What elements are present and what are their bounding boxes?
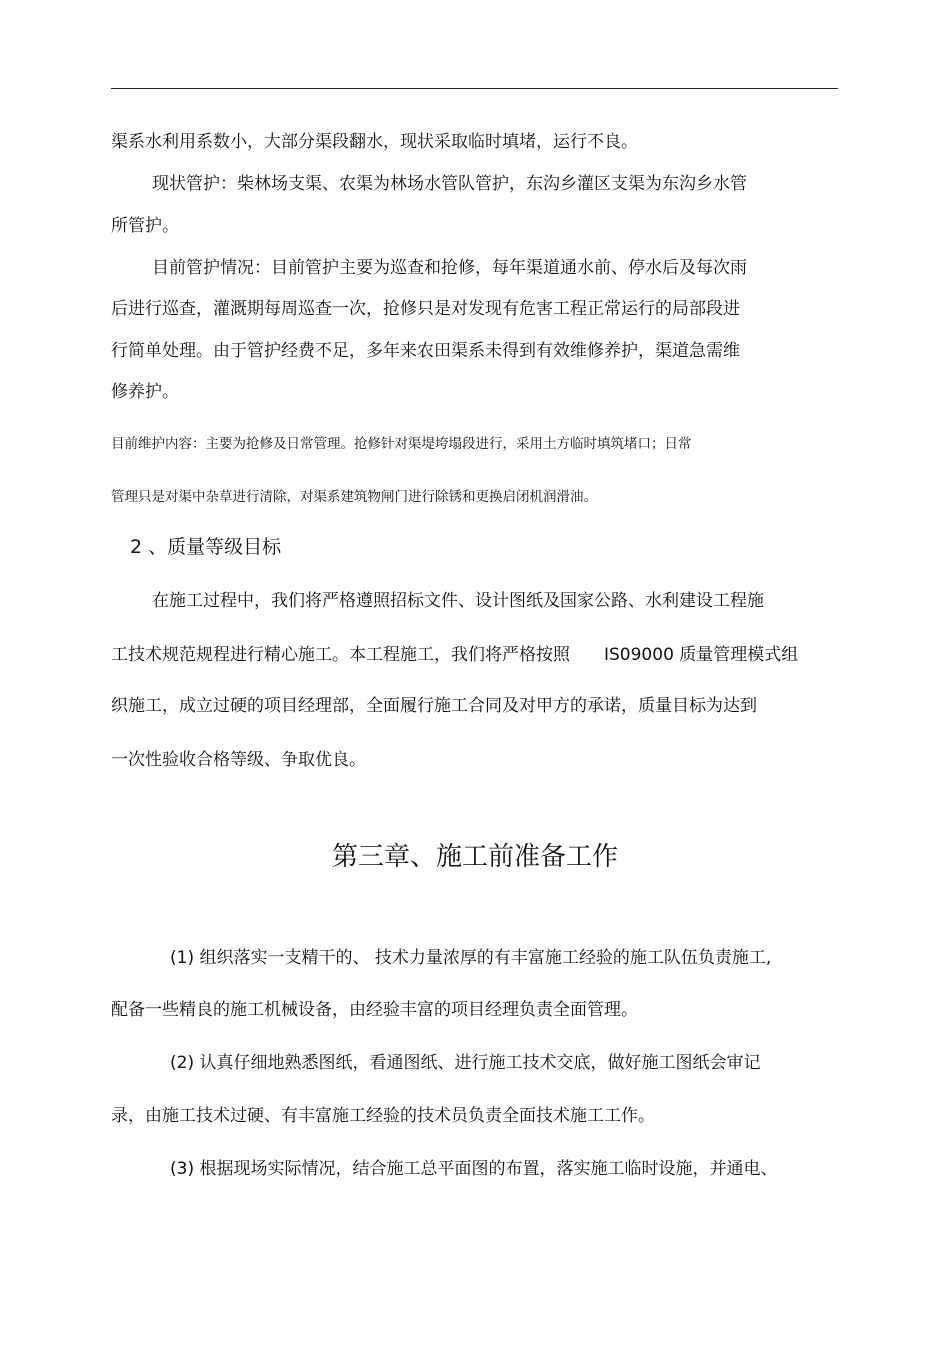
text-line: 配备一些精良的施工机械设备，由经验丰富的项目经理负责全面管理。 — [111, 1000, 638, 1020]
text-line: (2) 认真仔细地熟悉图纸，看通图纸、进行施工技术交底，做好施工图纸会审记 — [170, 1053, 761, 1073]
text-line: 修养护。 — [111, 382, 179, 402]
text-line: 目前管护情况：目前管护主要为巡查和抢修，每年渠道通水前、停水后及每次雨 — [152, 258, 747, 278]
text-line: 工技术规范规程进行精心施工。本工程施工，我们将严格按照 IS09000 质量管理模式组 — [111, 645, 799, 665]
chapter-title: 第三章、施工前准备工作 — [331, 842, 618, 872]
text-line: 织施工，成立过硬的项目经理部，全面履行施工合同及对甲方的承诺，质量目标为达到 — [111, 696, 757, 716]
text-line: 现状管护：柴林场支渠、农渠为林场水管队管护，东沟乡灌区支渠为东沟乡水管 — [152, 174, 747, 194]
section-heading: 2 、质量等级目标 — [130, 536, 282, 558]
text-line: 渠系水利用系数小，大部分渠段翻水，现状采取临时填堵，运行不良。 — [111, 132, 638, 152]
text-line: (1) 组织落实一支精干的、 技术力量浓厚的有丰富施工经验的施工队伍负责施工, — [170, 948, 772, 968]
small-text-line: 管理只是对渠中杂草进行清除，对渠系建筑物闸门进行除锈和更换启闭机润滑油。 — [111, 489, 597, 505]
small-text-line: 目前维护内容：主要为抢修及日常管理。抢修针对渠堤垮塌段进行，采用土方临时填筑堵口；日常 — [111, 436, 692, 452]
text-line: 一次性验收合格等级、争取优良。 — [111, 750, 366, 770]
text-line: 在施工过程中，我们将严格遵照招标文件、设计图纸及国家公路、水利建设工程施 — [152, 591, 764, 611]
text-line: 行简单处理。由于管护经费不足，多年来农田渠系未得到有效维修养护，渠道急需维 — [111, 341, 740, 361]
text-line: (3) 根据现场实际情况，结合施工总平面图的布置，落实施工临时设施，并通电、 — [170, 1159, 778, 1179]
text-line: 所管护。 — [111, 216, 179, 236]
header-rule — [111, 88, 838, 89]
text-line: 录，由施工技术过硬、有丰富施工经验的技术员负责全面技术施工工作。 — [111, 1106, 655, 1126]
text-line: 后进行巡查，灌溉期每周巡查一次，抢修只是对发现有危害工程正常运行的局部段进 — [111, 299, 740, 319]
